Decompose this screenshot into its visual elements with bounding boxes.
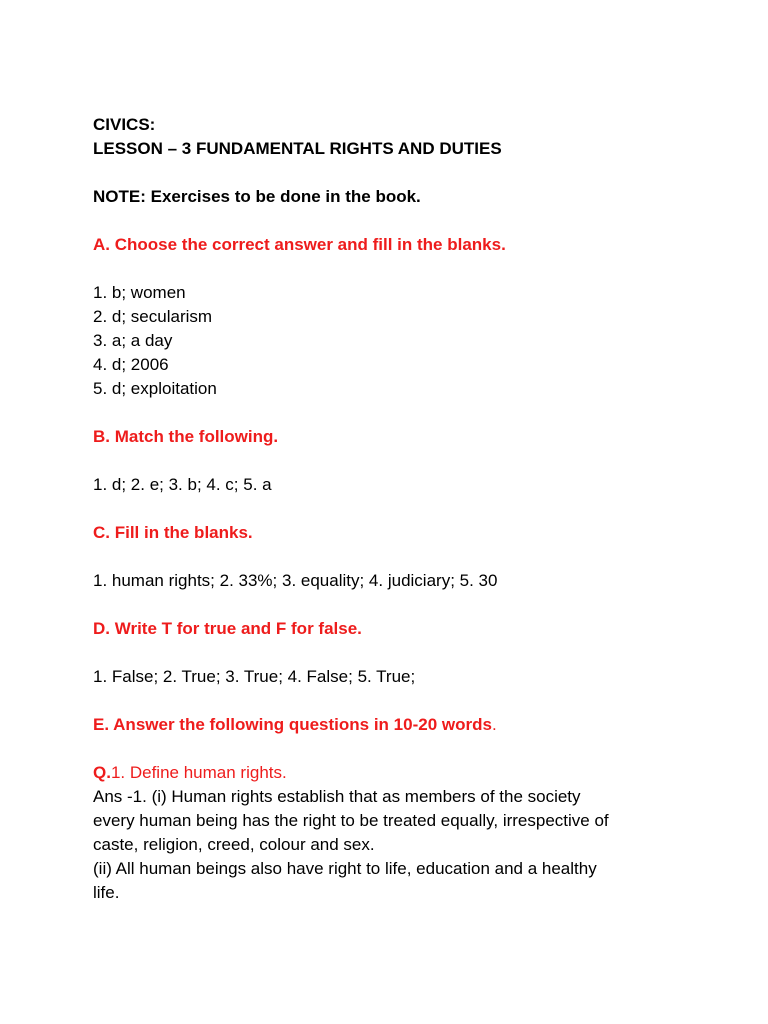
lesson-title: LESSON – 3 FUNDAMENTAL RIGHTS AND DUTIES xyxy=(93,139,502,158)
spacer xyxy=(93,401,693,425)
answer-line: life. xyxy=(93,883,120,902)
section-a-answers xyxy=(93,281,693,401)
section-c-answer: 1. human rights; 2. 33%; 3. equality; 4. judiciary; 5. 30 xyxy=(93,571,498,590)
section-b-heading: B. Match the following. xyxy=(93,427,279,446)
spacer xyxy=(93,545,693,569)
answer-paragraph xyxy=(93,785,693,905)
subject-title: CIVICS: xyxy=(93,115,156,134)
question-line xyxy=(93,761,693,785)
spacer xyxy=(93,449,693,473)
answer-item: 4. d; 2006 xyxy=(93,355,169,374)
section-a-heading: A. Choose the correct answer and fill in the blanks. xyxy=(93,235,506,254)
note-text: NOTE: Exercises to be done in the book. xyxy=(93,187,421,206)
spacer xyxy=(93,497,693,521)
answer-item: 3. a; a day xyxy=(93,331,173,350)
answer-line: every human being has the right to be treated equally, irrespective of xyxy=(93,811,609,830)
answer-line: (ii) All human beings also have right to life, education and a healthy xyxy=(93,859,597,878)
question-prefix: Q. xyxy=(93,763,111,782)
spacer xyxy=(93,593,693,617)
section-e-heading-period: . xyxy=(491,715,497,734)
section-b-answer: 1. d; 2. e; 3. b; 4. c; 5. a xyxy=(93,475,272,494)
spacer xyxy=(93,737,693,761)
answer-item: 1. b; women xyxy=(93,283,186,302)
spacer xyxy=(93,257,693,281)
section-d-answer: 1. False; 2. True; 3. True; 4. False; 5. True; xyxy=(93,667,416,686)
question-text: 1. Define human rights. xyxy=(110,763,287,782)
document-page xyxy=(93,113,693,905)
spacer xyxy=(93,689,693,713)
section-e-heading-line xyxy=(93,713,693,737)
spacer xyxy=(93,209,693,233)
spacer xyxy=(93,641,693,665)
answer-line: caste, religion, creed, colour and sex. xyxy=(93,835,375,854)
section-d-heading: D. Write T for true and F for false. xyxy=(93,619,362,638)
answer-item: 2. d; secularism xyxy=(93,307,213,326)
answer-line: Ans -1. (i) Human rights establish that as members of the society xyxy=(93,787,581,806)
spacer xyxy=(93,161,693,185)
answer-item: 5. d; exploitation xyxy=(93,379,217,398)
section-c-heading: C. Fill in the blanks. xyxy=(93,523,253,542)
section-e-heading: E. Answer the following questions in 10-20 words xyxy=(93,715,492,734)
